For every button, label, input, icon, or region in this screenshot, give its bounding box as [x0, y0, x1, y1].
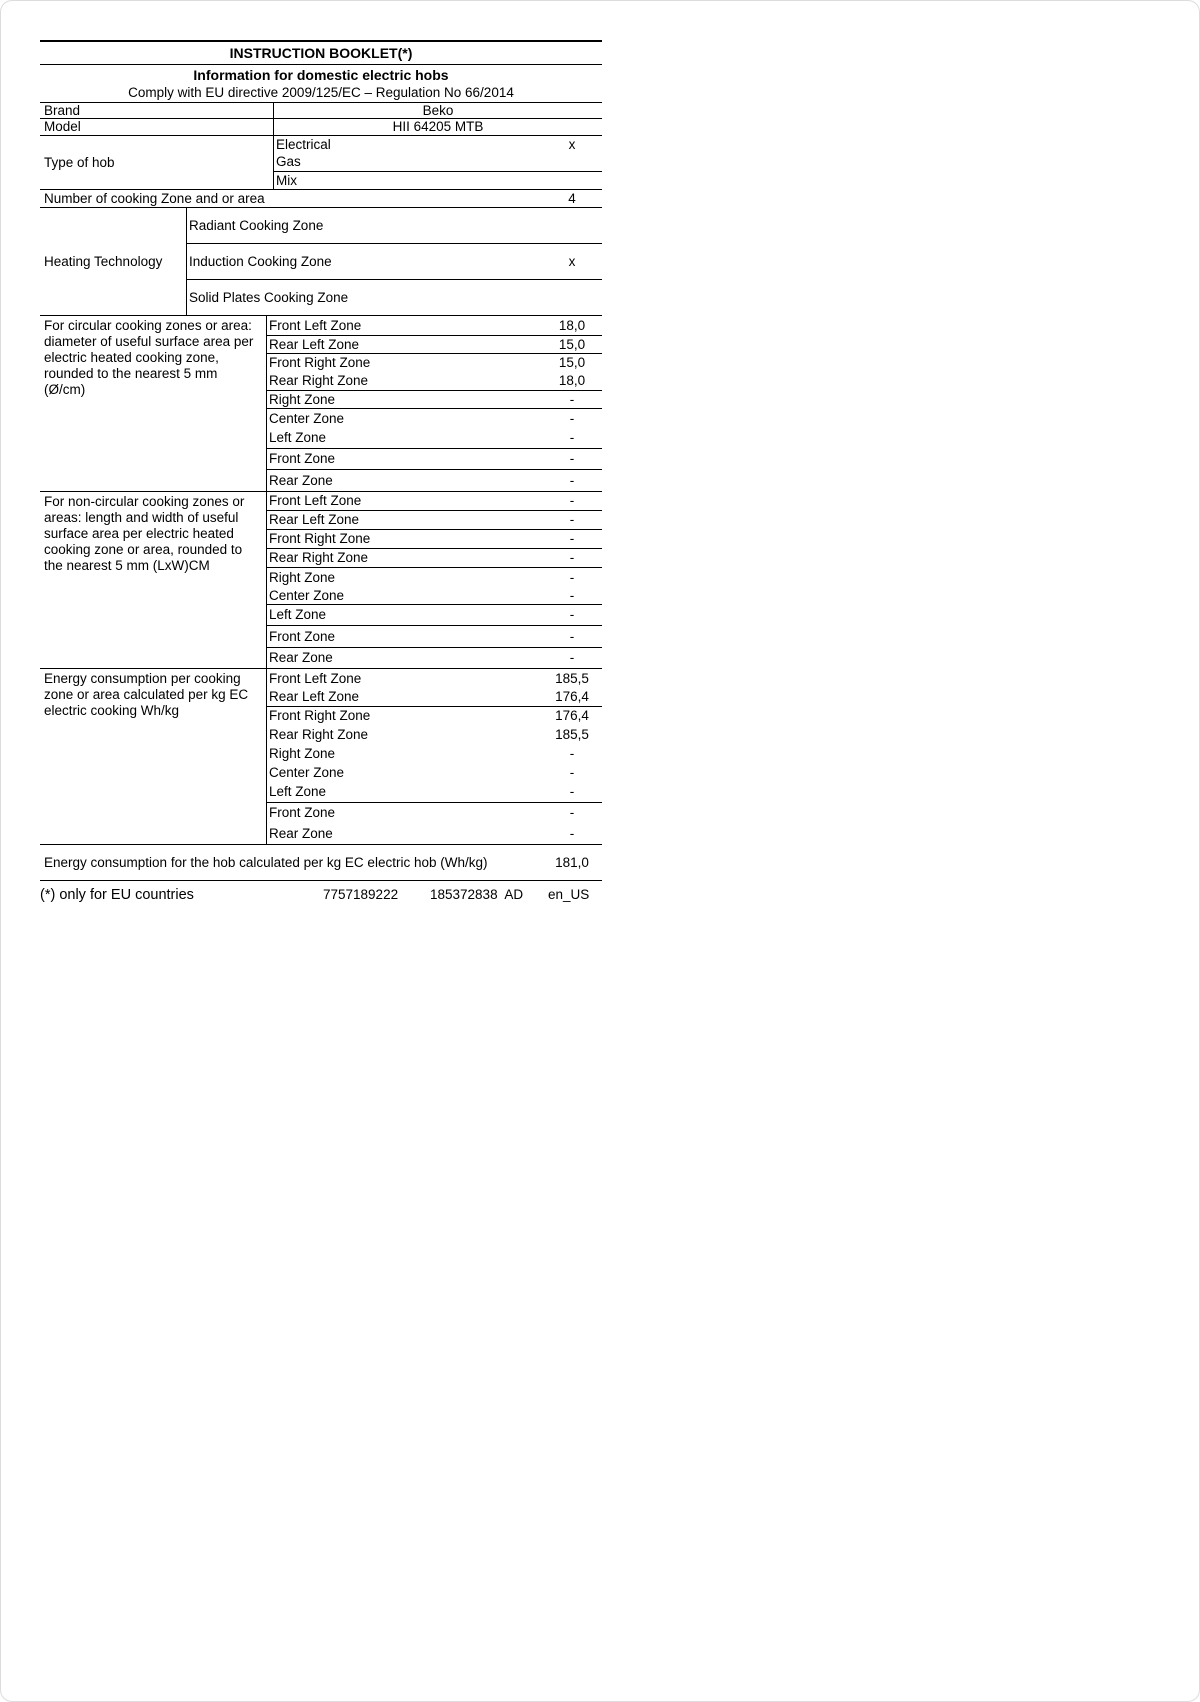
total-energy-label: Energy consumption for the hob calculated per kg EC electric hob (Wh/kg) — [44, 854, 488, 870]
zone-row — [267, 782, 602, 803]
model-value: HII 64205 MTB — [273, 119, 602, 135]
zone-row — [267, 492, 602, 511]
zone-label: Center Zone — [269, 764, 345, 780]
zone-value: - — [569, 550, 575, 566]
document-title: INSTRUCTION BOOKLET(*) — [40, 42, 602, 65]
zone-label: Rear Right Zone — [269, 373, 369, 389]
zone-row — [267, 470, 602, 491]
zone-count-value: 4 — [568, 190, 576, 206]
heating-option-label: Solid Plates Cooking Zone — [189, 289, 349, 305]
zone-row — [267, 549, 602, 568]
hob-type-options — [273, 136, 602, 190]
brand-label: Brand — [44, 102, 81, 118]
zone-value: - — [569, 825, 575, 841]
zone-value: 18,0 — [558, 373, 586, 389]
zone-value: 185,5 — [555, 670, 589, 686]
hob-type-option — [274, 153, 602, 172]
hob-type-option-label: Mix — [276, 172, 297, 188]
hob-type-label: Type of hob — [44, 154, 115, 170]
zone-row — [267, 823, 602, 844]
zone-row — [267, 530, 602, 549]
heating-option — [187, 244, 602, 280]
noncircular-zones-section — [40, 492, 602, 669]
circular-zones-description: For circular cooking zones or area: diameter of useful surface area per electric heated cooking zone, rounded to the nearest 5 mm (Ø/cm) — [44, 318, 254, 398]
zone-row — [267, 763, 602, 782]
energy-zones-section — [40, 669, 602, 845]
heating-technology-options — [186, 208, 602, 315]
zone-value: - — [569, 764, 575, 780]
heating-option-label: Induction Cooking Zone — [189, 253, 332, 269]
zone-row — [267, 803, 602, 823]
zone-value: 176,4 — [555, 689, 589, 705]
energy-info-sheet — [40, 40, 602, 909]
zone-label: Rear Left Zone — [269, 336, 360, 352]
zone-count-row — [40, 190, 602, 208]
zone-value: - — [569, 531, 575, 547]
zone-value: 185,5 — [555, 726, 589, 742]
noncircular-zones-list — [266, 492, 602, 668]
heating-option — [187, 208, 602, 244]
zone-row — [267, 391, 602, 409]
zone-value: - — [569, 569, 575, 585]
heating-option-label: Radiant Cooking Zone — [189, 217, 324, 233]
total-energy-row — [40, 845, 602, 881]
hob-type-option — [274, 172, 602, 190]
circular-zones-section — [40, 316, 602, 492]
zone-label: Left Zone — [269, 430, 327, 446]
zone-row — [267, 626, 602, 648]
zone-label: Left Zone — [269, 784, 327, 800]
zone-row — [267, 688, 602, 707]
zone-value: - — [569, 650, 575, 666]
footer-code-1: 7757189222 — [323, 887, 399, 903]
directive-line: Comply with EU directive 2009/125/EC – Regulation No 66/2014 — [128, 85, 514, 101]
hob-type-row — [40, 136, 602, 191]
zone-label: Rear Zone — [269, 825, 333, 841]
zone-row — [267, 725, 602, 744]
zone-row — [267, 605, 602, 626]
zone-label: Rear Zone — [269, 650, 333, 666]
zone-count-label: Number of cooking Zone and or area — [44, 190, 265, 206]
brand-value: Beko — [273, 103, 602, 119]
zone-value: - — [569, 493, 575, 509]
zone-label: Right Zone — [269, 745, 336, 761]
heating-technology-row — [40, 208, 602, 316]
zone-row — [267, 428, 602, 449]
hob-type-option-label: Gas — [276, 154, 301, 170]
model-row — [40, 118, 602, 136]
zone-label: Front Left Zone — [269, 670, 362, 686]
document-subtitle: Information for domestic electric hobs — [193, 67, 449, 84]
zone-label: Rear Zone — [269, 472, 333, 488]
noncircular-zones-description: For non-circular cooking zones or areas: length and width of useful surface area per electric heated cooking zone or area, rounded to the nearest 5 mm (LxW)CM — [44, 494, 245, 574]
model-label: Model — [44, 119, 81, 135]
hob-type-option — [274, 136, 602, 154]
zone-value: 18,0 — [558, 317, 586, 333]
heating-option — [187, 280, 602, 315]
heating-technology-label: Heating Technology — [44, 253, 163, 269]
zone-label: Rear Left Zone — [269, 689, 360, 705]
circular-zones-list — [266, 316, 602, 491]
zone-label: Right Zone — [269, 391, 336, 407]
energy-zones-list — [266, 669, 602, 844]
zone-label: Front Right Zone — [269, 708, 371, 724]
zone-row — [267, 568, 602, 587]
zone-label: Front Zone — [269, 805, 336, 821]
zone-row — [267, 744, 602, 763]
zone-row — [267, 336, 602, 354]
zone-value: - — [569, 430, 575, 446]
zone-row — [267, 316, 602, 336]
zone-label: Rear Right Zone — [269, 726, 369, 742]
brand-row — [40, 102, 602, 119]
zone-value: 15,0 — [558, 355, 586, 371]
zone-value: - — [569, 391, 575, 407]
zone-label: Center Zone — [269, 587, 345, 603]
hob-type-option-mark: x — [568, 136, 576, 152]
zone-label: Left Zone — [269, 607, 327, 623]
footer-note: (*) only for EU countries — [40, 886, 194, 903]
zone-row — [267, 707, 602, 725]
zone-value: - — [569, 451, 575, 467]
zone-row — [267, 648, 602, 668]
energy-zones-description: Energy consumption per cooking zone or area calculated per kg EC electric cooking Wh/kg — [44, 671, 249, 719]
zone-row — [267, 372, 602, 391]
zone-value: - — [569, 784, 575, 800]
zone-value: - — [569, 628, 575, 644]
zone-label: Front Zone — [269, 628, 336, 644]
zone-row — [267, 354, 602, 372]
zone-value: 176,4 — [555, 708, 589, 724]
zone-value: - — [569, 410, 575, 426]
zone-value: - — [569, 745, 575, 761]
footer-language: en_US — [548, 887, 590, 903]
hob-type-option-label: Electrical — [276, 136, 331, 152]
zone-row — [267, 409, 602, 428]
zone-value: - — [569, 472, 575, 488]
zone-label: Center Zone — [269, 410, 345, 426]
zone-label: Front Zone — [269, 451, 336, 467]
zone-label: Front Right Zone — [269, 355, 371, 371]
zone-label: Front Left Zone — [269, 317, 362, 333]
zone-label: Front Left Zone — [269, 493, 362, 509]
zone-row — [267, 669, 602, 688]
zone-row — [267, 587, 602, 605]
zone-label: Rear Left Zone — [269, 512, 360, 528]
zone-label: Front Right Zone — [269, 531, 371, 547]
zone-value: - — [569, 607, 575, 623]
zone-row — [267, 449, 602, 470]
zone-value: - — [569, 512, 575, 528]
heating-option-mark: x — [568, 253, 576, 269]
zone-row — [267, 511, 602, 530]
zone-value: 15,0 — [558, 336, 586, 352]
zone-value: - — [569, 805, 575, 821]
footer-code-2: 185372838 AD — [430, 887, 524, 903]
zone-label: Right Zone — [269, 569, 336, 585]
total-energy-value: 181,0 — [555, 854, 589, 870]
footer — [40, 881, 602, 909]
zone-value: - — [569, 587, 575, 603]
zone-label: Rear Right Zone — [269, 550, 369, 566]
